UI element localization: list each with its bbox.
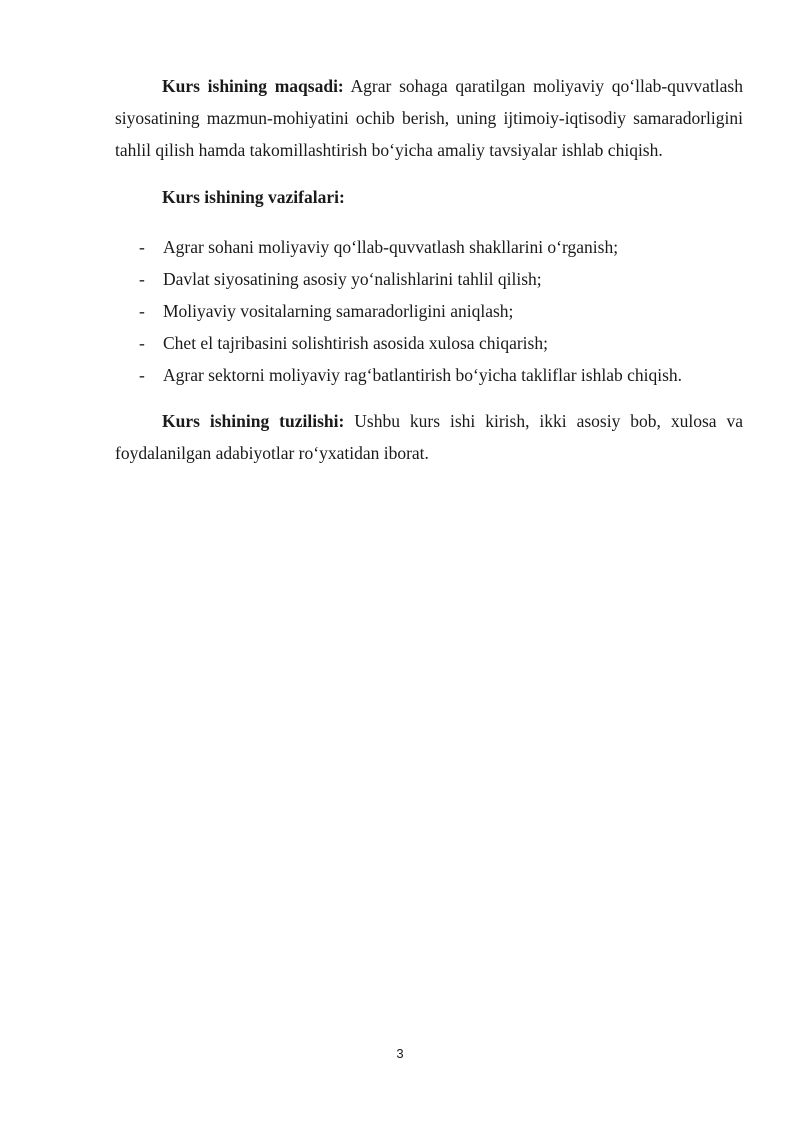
list-dash: - [139, 269, 145, 289]
list-item [115, 327, 743, 359]
list-dash: - [139, 237, 145, 257]
page-number: 3 [396, 1046, 404, 1061]
tasks-list [115, 231, 743, 391]
list-dash: - [139, 333, 145, 353]
list-item [115, 359, 743, 391]
list-item [115, 295, 743, 327]
list-item-text: Agrar sohani moliyaviy qo‘llab-quvvatlash shakllarini o‘rganish; [163, 237, 619, 257]
structure-text: Ushbu kurs ishi kirish, ikki asosiy bob, xulosa va foydalanilgan adabiyotlar ro‘yxatidan iborat. [115, 411, 743, 463]
list-item-text: Moliyaviy vositalarning samaradorligini aniqlash; [163, 301, 514, 321]
tasks-heading: Kurs ishining vazifalari: [162, 187, 345, 207]
structure-label: Kurs ishining tuzilishi: [162, 411, 345, 431]
list-dash: - [139, 301, 145, 321]
structure-paragraph [115, 405, 743, 469]
goal-paragraph [115, 70, 743, 166]
list-item-text: Chet el tajribasini solishtirish asosida xulosa chiqarish; [163, 333, 548, 353]
list-dash: - [139, 365, 145, 385]
page-content [115, 70, 743, 469]
list-item [115, 263, 743, 295]
goal-label: Kurs ishining maqsadi: [162, 76, 344, 96]
goal-text: Agrar sohaga qaratilgan moliyaviy qo‘llab-quvvatlash siyosatining mazmun-mohiyatini ochib berish, uning ijtimoiy-iqtisodiy samaradorligini tahlil qilish hamda takomillashtirish bo‘yicha amaliy tavsiyalar ishlab chiqish. [115, 76, 743, 160]
list-item-text: Agrar sektorni moliyaviy rag‘batlantirish bo‘yicha takliflar ishlab chiqish. [163, 365, 683, 385]
list-item [115, 231, 743, 263]
list-item-text: Davlat siyosatining asosiy yo‘nalishlarini tahlil qilish; [163, 269, 542, 289]
